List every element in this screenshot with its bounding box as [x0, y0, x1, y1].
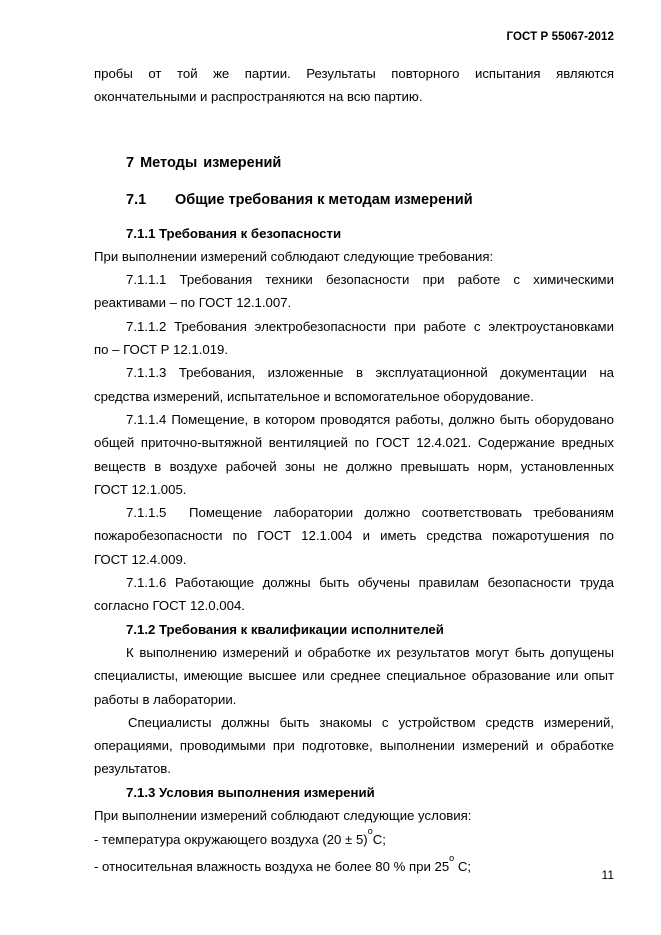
clause-heading: 7.1.2 Требования к квалификации исполнителей: [126, 621, 444, 637]
degree-symbol: о: [449, 852, 455, 863]
subsection-heading: [126, 188, 614, 212]
paragraph-line: работы в лаборатории.: [94, 691, 237, 707]
paragraph: При выполнении измерений соблюдают следующие условия:: [94, 808, 472, 824]
clause-line: согласно ГОСТ 12.0.004.: [94, 598, 245, 614]
clause-line: по – ГОСТ Р 12.1.019.: [94, 342, 229, 358]
paragraph-line: специалисты, имеющие высшее или среднее специальное образование или опыт: [94, 668, 614, 684]
paragraph-line: результатов.: [94, 761, 171, 777]
clause-line: веществ в воздухе рабочей зоны не должно превышать норм, установленных: [94, 458, 614, 474]
document-code: ГОСТ Р 55067-2012: [506, 31, 614, 43]
clause-heading: 7.1.3 Условия выполнения измерений: [126, 784, 375, 800]
degree-symbol: о: [367, 826, 373, 837]
subsection-title: Общие требования к методам измерений: [175, 191, 473, 208]
condition-text: - температура окружающего воздуха (20 ± 5): [94, 832, 368, 848]
clause-line: ГОСТ 12.4.009.: [94, 551, 187, 567]
paragraph-line: Специалисты должны быть знакомы с устройством средств измерений,: [128, 714, 614, 730]
condition-text: - относительная влажность воздуха не более 80 % при 25: [94, 858, 450, 874]
section-heading: 7 Методы измерений: [126, 154, 282, 171]
continuation-line: пробы от той же партии. Результаты повторного испытания являются: [94, 66, 614, 81]
clause-line: 7.1.1.3 Требования, изложенные в эксплуатационной документации на: [126, 365, 614, 381]
clause-line: 7.1.1.1 Требования техники безопасности при работе с химическими: [126, 272, 614, 288]
clause-line: реактивами – по ГОСТ 12.1.007.: [94, 295, 292, 311]
paragraph: При выполнении измерений соблюдают следующие требования:: [94, 248, 494, 264]
condition-unit: С;: [372, 832, 386, 848]
clause-line: пожаробезопасности по ГОСТ 12.1.004 и иметь средства пожаротушения по: [94, 528, 614, 544]
page-number: 11: [601, 868, 614, 882]
subsection-number: 7.1: [126, 191, 147, 208]
page-content: [94, 62, 614, 878]
paragraph-line: операциями, проводимыми при подготовке, выполнении измерений и обработке: [94, 738, 614, 754]
clause-line: общей приточно-вытяжной вентиляцией по ГОСТ 12.4.021. Содержание вредных: [94, 435, 614, 451]
paragraph-line: К выполнению измерений и обработке их результатов могут быть допущены: [126, 644, 614, 660]
condition-unit: С;: [454, 858, 472, 874]
clause-line: 7.1.1.4 Помещение, в котором проводятся работы, должно быть оборудовано: [126, 411, 614, 427]
clause-line: 7.1.1.2 Требования электробезопасности при работе с электроустановками: [126, 318, 614, 334]
clause-line: ГОСТ 12.1.005.: [94, 481, 187, 497]
clause-heading: 7.1.1 Требования к безопасности: [126, 225, 342, 241]
clause-line: средства измерений, испытательное и вспомогательное оборудование.: [94, 388, 534, 404]
continuation-line: окончательными и распространяются на всю партию.: [94, 89, 423, 105]
condition-item: [94, 852, 614, 878]
clause-line: 7.1.1.6 Работающие должны быть обучены правилам безопасности труда: [126, 575, 614, 591]
clause-line: 7.1.1.5 Помещение лаборатории должно соответствовать требованиям: [126, 505, 614, 521]
condition-item: [94, 828, 614, 851]
